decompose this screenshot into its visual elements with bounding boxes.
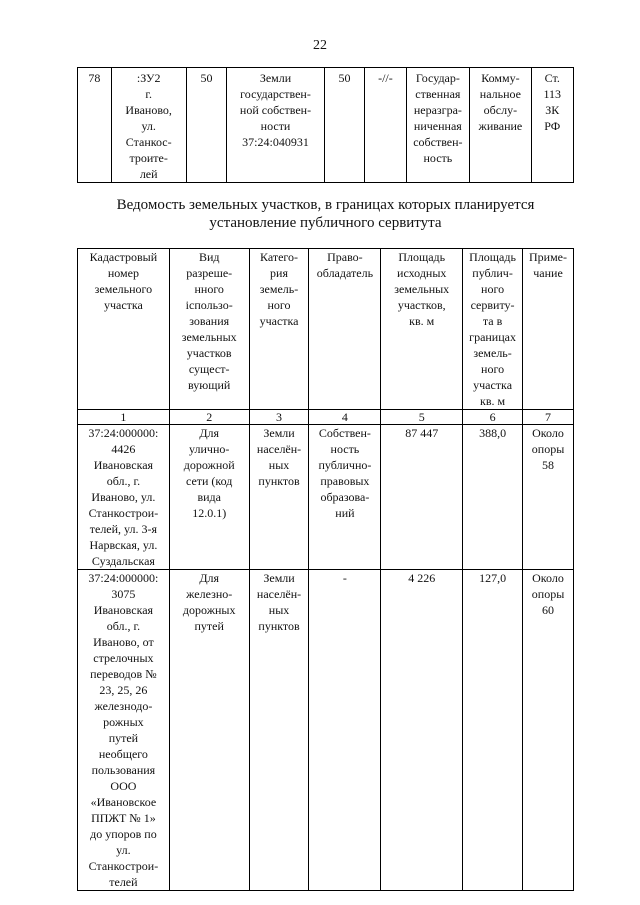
table-cell: Земли государствен- ной собствен- ности 37:24:040931 (227, 68, 324, 183)
column-number-row (78, 410, 574, 425)
table-row (78, 68, 574, 183)
column-header: Вид разреше- нного iспользо- зования земельных участков сущест- вующий (169, 249, 249, 410)
table-cell: Комму- нальное обслу- живание (470, 68, 531, 183)
table-cell: 50 (186, 68, 227, 183)
table-cell: 127,0 (463, 570, 523, 891)
header-row (78, 249, 574, 410)
table-cell: 78 (78, 68, 112, 183)
table-row (78, 425, 574, 570)
table-cell: 37:24:000000: 4426 Ивановская обл., г. Иваново, ул. Станкострои- телей, ул. 3-я Нарвская, ул. Суздальская (78, 425, 170, 570)
column-header: Площадь исходных земельных участков, кв. м (381, 249, 463, 410)
column-number: 2 (169, 410, 249, 425)
column-header: Право- обладатель (309, 249, 381, 410)
table-cell: Ст. 113 ЗК РФ (531, 68, 573, 183)
table-cell: 50 (324, 68, 365, 183)
table-cell: Земли населён- ных пунктов (249, 570, 309, 891)
table-cell: 87 447 (381, 425, 463, 570)
table-cell: 4 226 (381, 570, 463, 891)
column-number: 5 (381, 410, 463, 425)
section-title: Ведомость земельных участков, в границах которых планируется установление публичного сервитута (116, 197, 535, 231)
table-row (78, 570, 574, 891)
table-cell: -//- (365, 68, 406, 183)
table-cell: :ЗУ2 г. Иваново, ул. Станкос- троите- лей (111, 68, 186, 183)
column-header: Площадь публич- ного сервиту- та в границах земель- ного участка кв. м (463, 249, 523, 410)
column-number: 1 (78, 410, 170, 425)
land-plots-table (77, 248, 574, 891)
table-cell: Собствен- ность публично- правовых образова- ний (309, 425, 381, 570)
table-cell: Около опоры 58 (523, 425, 574, 570)
column-number: 6 (463, 410, 523, 425)
table-cell: Около опоры 60 (523, 570, 574, 891)
table-cell: 37:24:000000: 3075 Ивановская обл., г. Иваново, от стрелочных переводов № 23, 25, 26 железнодо- рожных путей необщего пользования ООО «Ивановское ППЖТ № 1» до упоров по ул. Станкострои- телей (78, 570, 170, 891)
column-header: Катего- рия земель- ного участка (249, 249, 309, 410)
top-table-continuation (77, 67, 574, 183)
table-cell: Для улично- дорожной сети (код вида 12.0.1) (169, 425, 249, 570)
column-number: 4 (309, 410, 381, 425)
table-cell: 388,0 (463, 425, 523, 570)
table-cell: Земли населён- ных пунктов (249, 425, 309, 570)
column-header: Приме- чание (523, 249, 574, 410)
column-number: 7 (523, 410, 574, 425)
column-header: Кадастровый номер земельного участка (78, 249, 170, 410)
page-number: 22 (313, 38, 327, 53)
table-cell: Для железно- дорожных путей (169, 570, 249, 891)
table-cell: - (309, 570, 381, 891)
column-number: 3 (249, 410, 309, 425)
table-cell: Государ- ственная неразгра- ниченная собствен- ность (406, 68, 470, 183)
